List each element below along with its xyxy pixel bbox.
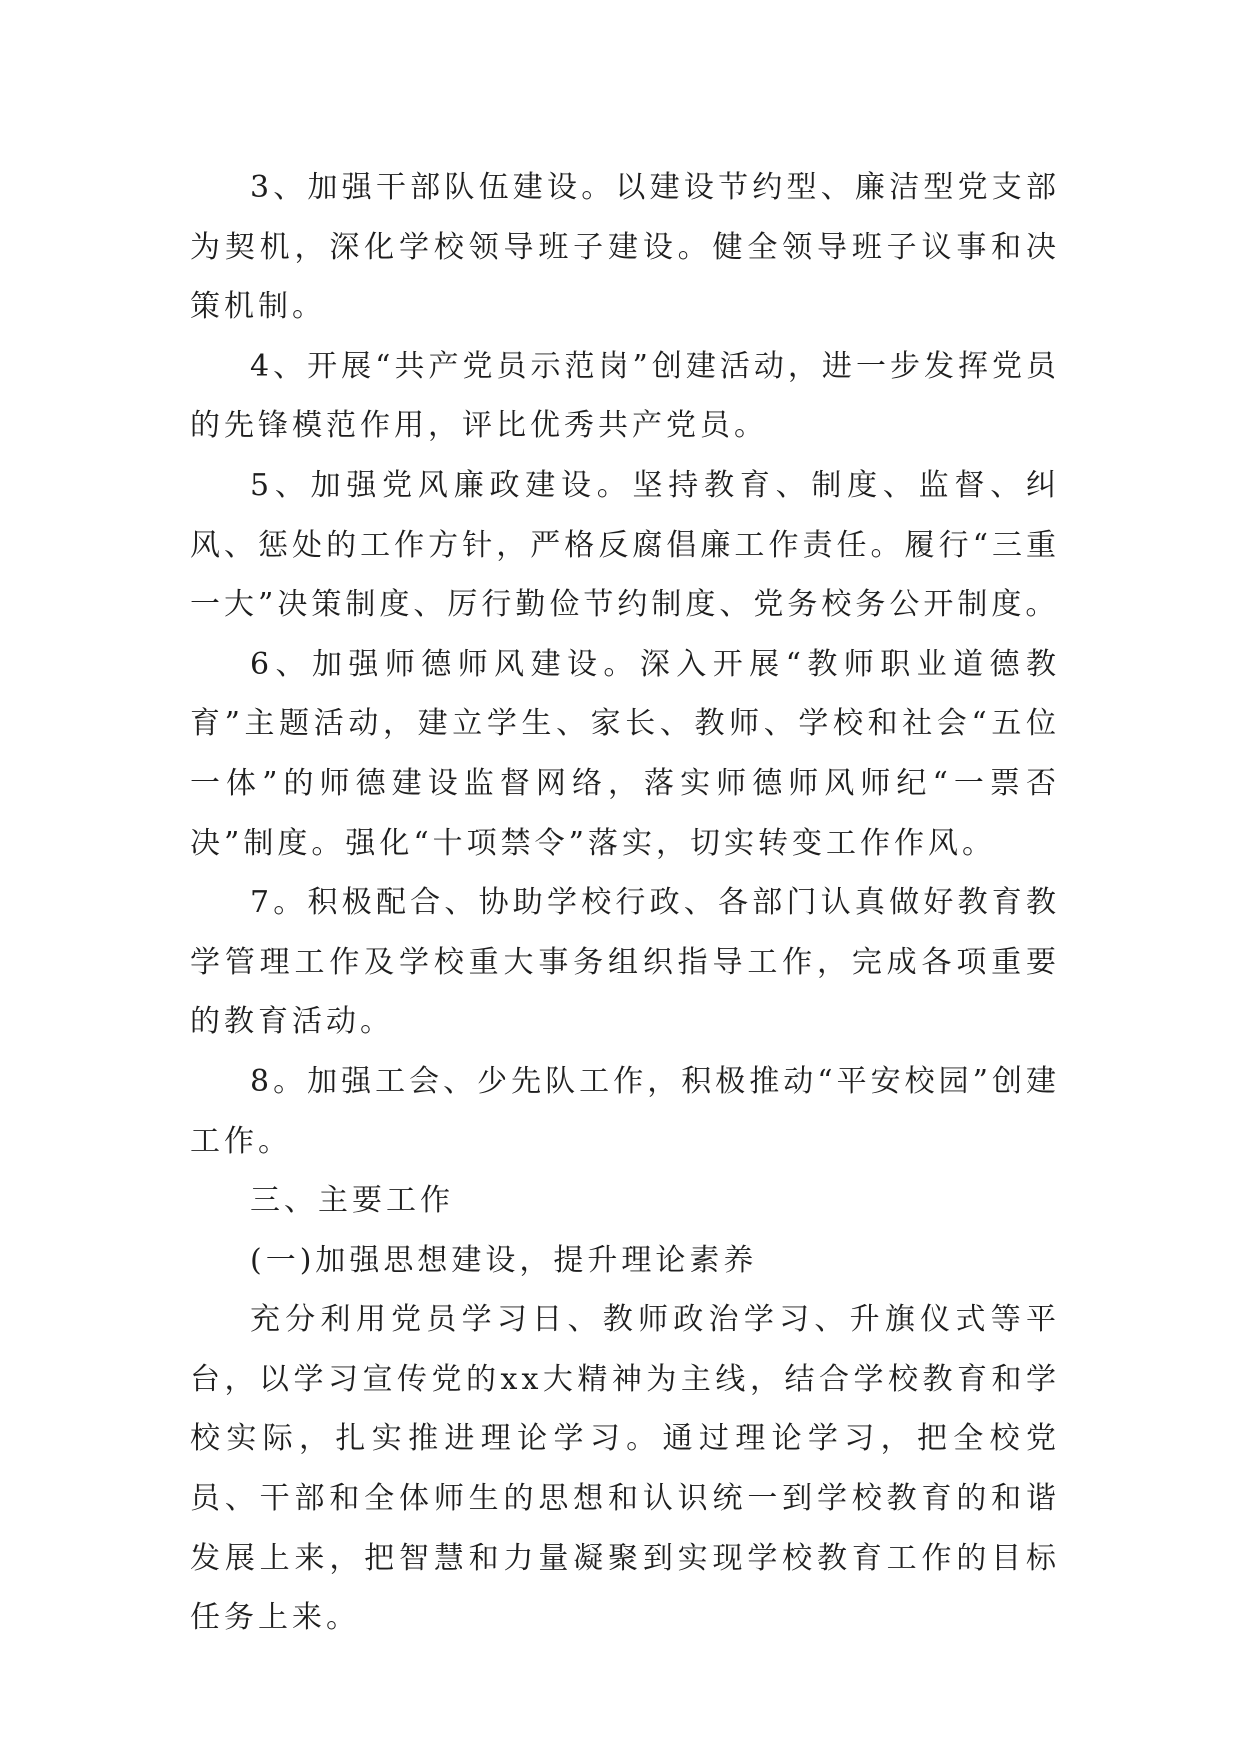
paragraph-item-5: 5、加强党风廉政建设。坚持教育、制度、监督、纠风、惩处的工作方针，严格反腐倡廉工作责任。履行“三重一大”决策制度、厉行勤俭节约制度、党务校务公开制度。 <box>190 467 1060 623</box>
paragraph-item-7: 7。积极配合、协助学校行政、各部门认真做好教育教学管理工作及学校重大事务组织指导工作，完成各项重要的教育活动。 <box>190 885 1060 1040</box>
body-paragraph: 充分利用党员学习日、教师政治学习、升旗仪式等平台，以学习宣传党的xx大精神为主线，结合学校教育和学校实际，扎实推进理论学习。通过理论学习，把全校党员、干部和全体师生的思想和认识统一到学校教育的和谐发展上来，把智慧和力量凝聚到实现学校教育工作的目标任务上来。 <box>190 1302 1060 1636</box>
paragraph-item-4: 4、开展“共产党员示范岗”创建活动，进一步发挥党员的先锋模范作用，评比优秀共产党员。 <box>190 348 1060 444</box>
section-heading: 三、主要工作 <box>250 1183 454 1219</box>
paragraph-item-6: 6、加强师德师风建设。深入开展“教师职业道德教育”主题活动，建立学生、家长、教师、学校和社会“五位一体”的师德建设监督网络，落实师德师风师纪“一票否决”制度。强化“十项禁令”落实，切实转变工作作风。 <box>190 646 1060 861</box>
document-body <box>190 158 1060 1648</box>
paragraph-item-8: 8。加强工会、少先队工作，积极推动“平安校园”创建工作。 <box>190 1063 1060 1159</box>
subsection-heading: (一)加强思想建设，提升理论素养 <box>250 1242 758 1278</box>
paragraph-item-3: 3、加强干部队伍建设。以建设节约型、廉洁型党支部为契机，深化学校领导班子建设。健全领导班子议事和决策机制。 <box>190 170 1060 325</box>
